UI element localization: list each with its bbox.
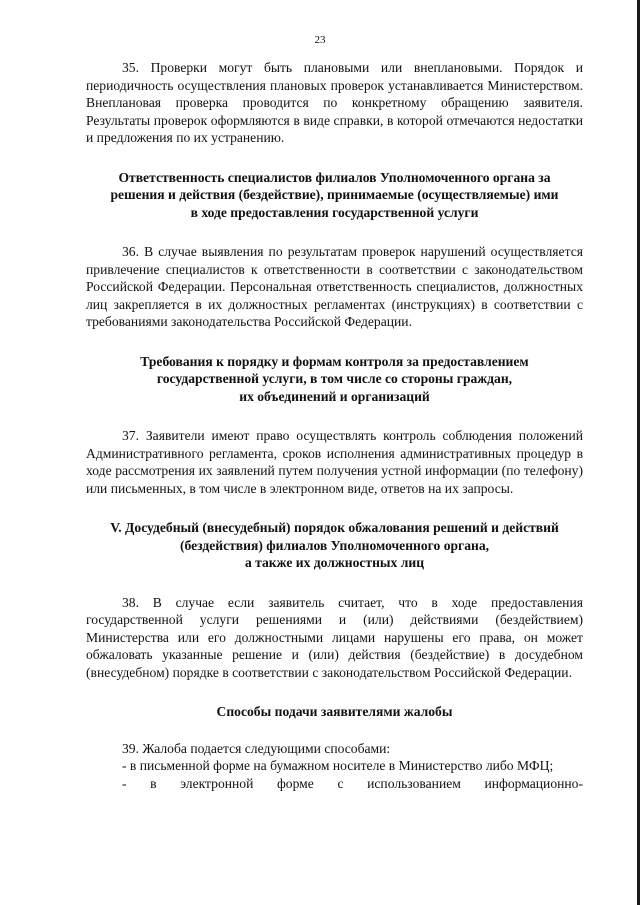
section-heading-appeal xyxy=(86,519,583,572)
word: - xyxy=(122,775,127,791)
heading-line: (бездействия) филиалов Уполномоченного органа, xyxy=(179,537,490,553)
word: в xyxy=(150,775,157,791)
word: форме xyxy=(276,775,314,791)
heading-line: V. Досудебный (внесудебный) порядок обжалования решений и действий xyxy=(110,520,559,535)
heading-line: Способы подачи заявителями жалобы xyxy=(216,704,453,719)
document-body xyxy=(86,59,583,792)
heading-line: решения и действия (бездействие), принимаемые (осуществляемые) ими xyxy=(110,187,559,202)
heading-line: их объединений и организаций xyxy=(239,388,430,404)
paragraph-36: 36. В случае выявления по результатам проверок нарушений осуществляется привлечение специалистов к ответственности в соответствии с законодательством Российской Федерации. Персональная ответственность специалистов, должностных лиц закрепляется в их должностных регламентах (инструкциях) в соответствии с требованиями законодательства Российской Федерации. xyxy=(86,244,583,329)
paragraph-39-intro: 39. Жалоба подается следующими способами: xyxy=(122,740,391,756)
heading-line: Ответственность специалистов филиалов Уполномоченного органа за xyxy=(118,169,551,185)
paragraph-37: 37. Заявители имеют право осуществлять контроль соблюдения положений Административного регламента, сроков исполнения административных процедур в ходе рассмотрения их заявлений путем получения устной информации (по телефону) или письменных, в том числе в электронном виде, ответов на их запросы. xyxy=(86,428,583,496)
heading-line: Требования к порядку и формам контроля за предоставлением xyxy=(140,353,529,369)
word: использованием xyxy=(367,775,461,791)
section-heading-control-requirements xyxy=(86,353,583,406)
word: электронной xyxy=(180,775,254,791)
heading-line: государственной услуги, в том числе со стороны граждан, xyxy=(156,371,513,386)
section-heading-complaint-methods xyxy=(86,703,583,721)
list-item-paper-form: - в письменной форме на бумажном носителе в Министерство либо МФЦ; xyxy=(122,758,554,773)
section-heading-responsibility xyxy=(86,169,583,222)
word: с xyxy=(337,775,344,791)
paragraph-38: 38. В случае если заявитель считает, что в ходе предоставления государственной услуги решениями и (или) действиями (бездействием) Министерства или его должностными лицами нарушены его права, он может обжаловать указанные решение и (или) действия (бездействие) в досудебном (внесудебном) порядке в соответствии с законодательством Российской Федерации. xyxy=(86,594,583,680)
word: информационно- xyxy=(484,775,583,791)
heading-line: в ходе предоставления государственной услуги xyxy=(190,204,479,220)
page-number: 23 xyxy=(314,34,326,46)
list-item-electronic-form xyxy=(86,775,583,793)
heading-line: а также их должностных лиц xyxy=(244,555,425,570)
paragraph-35: 35. Проверки могут быть плановыми или внеплановыми. Порядок и периодичность осуществления плановых проверок устанавливается Министерством. Внеплановая проверка проводится по конкретному обращению заявителя. Результаты проверок оформляются в виде справки, в которой отмечаются недостатки и предложения по их устранению. xyxy=(86,60,583,145)
